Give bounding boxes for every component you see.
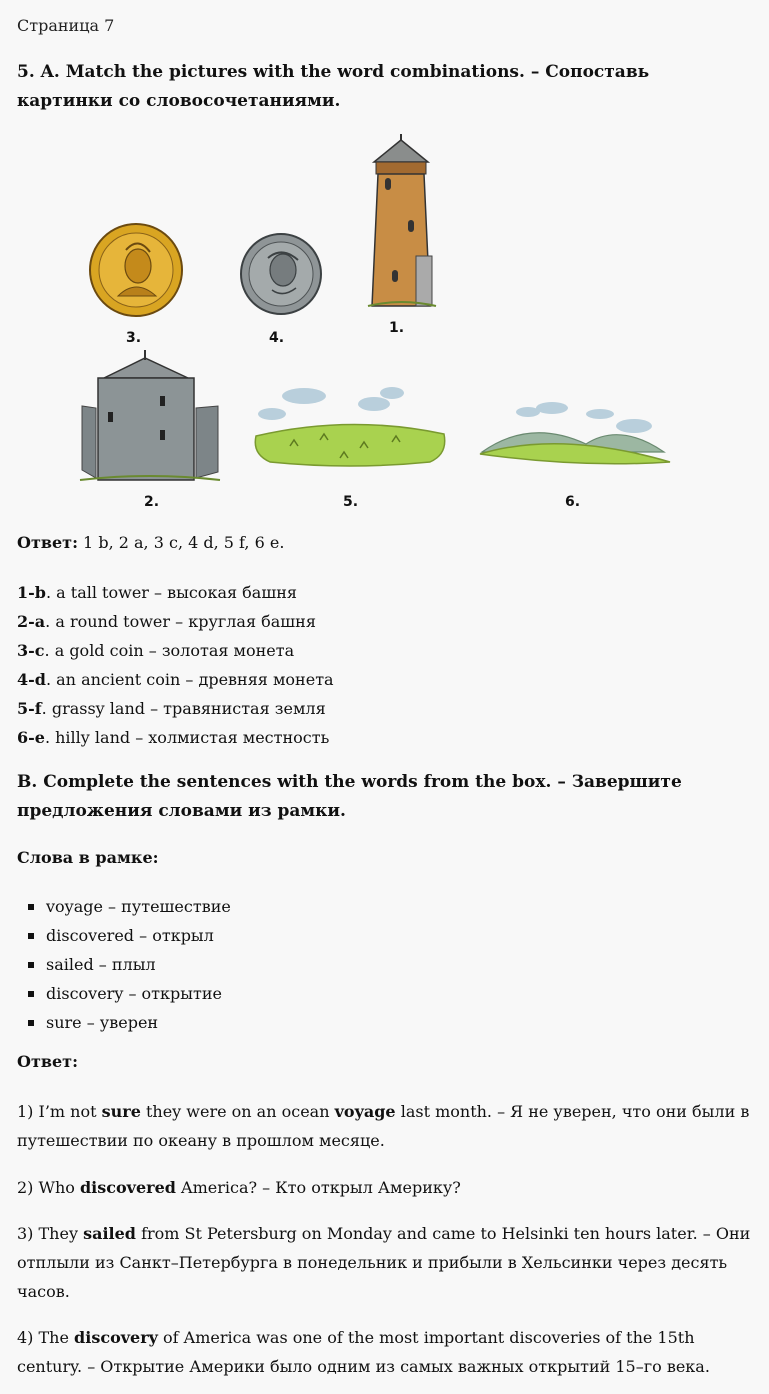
matching-list [17,578,334,752]
keyword: voyage [334,1102,396,1121]
matching-key: 1-b [17,583,46,602]
sentence-text: they were on an ocean [140,1102,335,1121]
matching-key: 2-a [17,612,46,631]
matching-text: . grassy land – травянистая земля [41,699,326,718]
matching-text: . a tall tower – высокая башня [45,583,297,602]
sentence-4 [17,1323,752,1381]
keyword: discovered [79,1178,176,1197]
answer-b-label: Ответ: [17,1052,78,1071]
keyword: sure [101,1102,141,1121]
tall-tower-icon [368,134,436,306]
matching-text: . hilly land – холмистая местность [44,728,330,747]
word-box-item: discovered – открыл [28,921,231,950]
sentence-text: 3) They [17,1224,84,1243]
matching-key: 5-f [17,699,42,718]
label-tall-tower: 1. [389,320,405,336]
sentence-text: America? – Кто открыл Америку? [175,1178,461,1197]
matching-item [17,665,334,694]
sentence-2 [17,1173,752,1202]
word-box-list [28,892,231,1037]
answer-a-label: Ответ: [17,533,78,552]
label-round-tower: 2. [144,494,160,510]
matching-text: . a round tower – круглая башня [45,612,316,631]
ancient-coin-icon [241,234,321,314]
label-coin-ancient: 4. [269,330,285,346]
hilly-land-icon [480,402,670,464]
sentence-3 [17,1219,752,1306]
gold-coin-icon [90,224,182,316]
sentence-text: last month. – Я не уверен, что они были в путешествии по океану в прошлом месяце. [17,1102,750,1150]
sentence-text: from St Petersburg on Monday and came to Helsinki ten hours later. – Они отплыли из Санкт–Петербурга в понедельник и прибыли в Хельсинки через десять часов. [17,1224,751,1301]
keyword: discovery [74,1328,158,1347]
word-box-item: discovery – открытие [28,979,231,1008]
matching-text: . an ancient coin – древняя монета [45,670,334,689]
matching-key: 4-d [17,670,46,689]
task-b-title: B. Complete the sentences with the words from the box. – Завершите предложения словами из рамки. [17,772,682,821]
answer-a [17,533,284,552]
round-tower-icon [80,350,220,480]
matching-key: 3-c [17,641,45,660]
matching-item [17,636,334,665]
matching-item [17,607,334,636]
word-box-item: sure – уверен [28,1008,231,1037]
task-a-title: 5. A. Match the pictures with the word combinations. – Сопоставь картинки со словосочетаниями. [17,62,650,111]
word-box-item: voyage – путешествие [28,892,231,921]
keyword: sailed [83,1224,136,1243]
answer-a-text: 1 b, 2 a, 3 c, 4 d, 5 f, 6 e. [77,533,285,552]
matching-item [17,578,334,607]
sentence-text: 4) The [17,1328,75,1347]
sentence-text: of America was one of the most important discoveries of the 15th century. – Открытие Америки было одним из самых важных открытий 15–го века. [17,1328,710,1376]
label-coin-gold: 3. [126,330,142,346]
matching-text: . a gold coin – золотая монета [44,641,295,660]
label-grassy-land: 5. [343,494,359,510]
matching-key: 6-e [17,728,45,747]
matching-item [17,694,334,723]
word-box-heading: Слова в рамке: [17,848,159,867]
sentence-text: 1) I’m not [17,1102,102,1121]
matching-item [17,723,334,752]
grassy-land-icon [255,387,444,466]
word-box-item: sailed – плыл [28,950,231,979]
sentence-1 [17,1097,752,1155]
sentence-text: 2) Who [17,1178,80,1197]
page-label: Страница 7 [17,16,115,35]
exercise-illustration [0,128,769,520]
label-hilly-land: 6. [565,494,581,510]
